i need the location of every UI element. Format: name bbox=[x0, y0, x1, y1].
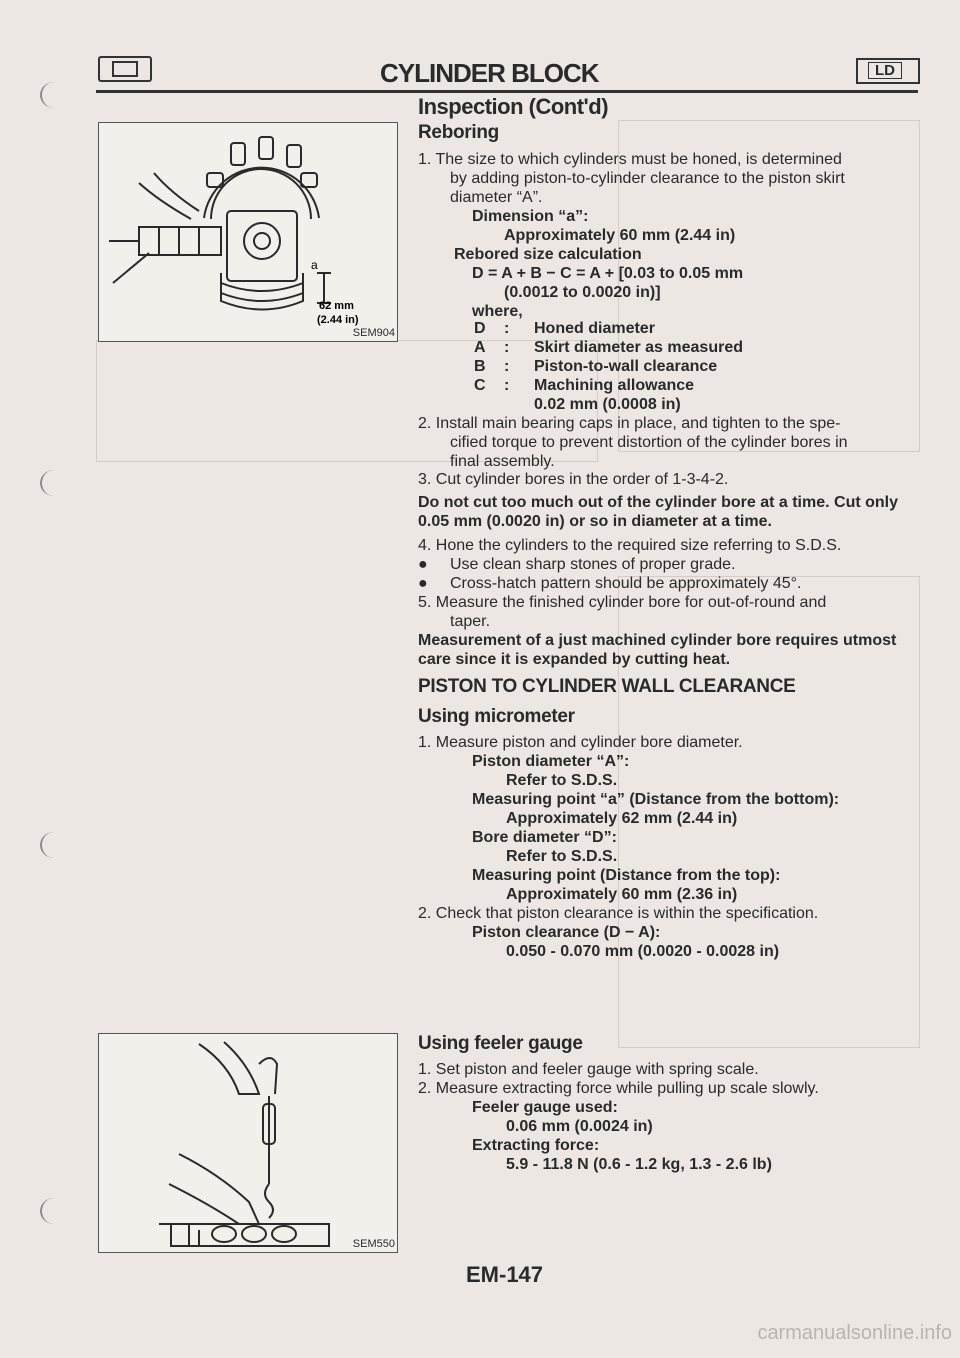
definition-row bbox=[474, 338, 743, 357]
where-label: where, bbox=[472, 303, 523, 320]
def-colon: : bbox=[504, 339, 510, 356]
clearance-heading: PISTON TO CYLINDER WALL CLEARANCE bbox=[418, 676, 796, 697]
spring-scale-drawing bbox=[99, 1034, 397, 1252]
figure-code: SEM550 bbox=[352, 1238, 395, 1250]
warning-heat bbox=[418, 631, 916, 669]
punch-hole bbox=[40, 832, 68, 858]
machining-value: 0.02 mm (0.0008 in) bbox=[534, 396, 681, 413]
page-title: Inspection (Cont'd) bbox=[418, 94, 609, 119]
punch-hole bbox=[40, 1198, 68, 1224]
figure-feeler-gauge bbox=[98, 1033, 398, 1253]
bullet-icon: ● bbox=[418, 575, 428, 592]
feeler-gauge-value: 0.06 mm (0.0024 in) bbox=[506, 1118, 653, 1135]
def-symbol: D bbox=[474, 320, 486, 337]
dim-label-mm: 62 mm bbox=[319, 300, 354, 312]
punch-hole bbox=[40, 470, 68, 496]
feeler-subheading: Using feeler gauge bbox=[418, 1033, 583, 1054]
def-colon: : bbox=[504, 320, 510, 337]
def-symbol: B bbox=[474, 358, 486, 375]
bullet-text: Cross-hatch pattern should be approximately 45°. bbox=[450, 575, 802, 592]
reboring-step4: 4. Hone the cylinders to the required size referring to S.D.S. bbox=[418, 537, 842, 554]
dim-label-a: a bbox=[311, 258, 318, 272]
bullet-item bbox=[418, 555, 736, 574]
step2-line: cified torque to prevent distortion of the cylinder bores in bbox=[450, 434, 848, 451]
page-number: EM-147 bbox=[466, 1262, 544, 1287]
piston-clearance-value: 0.050 - 0.070 mm (0.0020 - 0.0028 in) bbox=[506, 943, 780, 960]
measuring-point-top-value: Approximately 60 mm (2.36 in) bbox=[506, 886, 738, 903]
feeler-step1: 1. Set piston and feeler gauge with spring scale. bbox=[418, 1061, 759, 1078]
feeler-step2: 2. Measure extracting force while pulling up scale slowly. bbox=[418, 1080, 819, 1097]
step2-line: 2. Install main bearing caps in place, and tighten to the spe- bbox=[418, 415, 841, 432]
warning-line: Do not cut too much out of the cylinder bore at a time. Cut only bbox=[418, 494, 899, 511]
extracting-force-value: 5.9 - 11.8 N (0.6 - 1.2 kg, 1.3 - 2.6 lb) bbox=[506, 1156, 772, 1173]
definition-list bbox=[474, 319, 743, 414]
def-desc: Machining allowance bbox=[534, 377, 695, 394]
def-colon: : bbox=[504, 377, 510, 394]
measuring-point-label: Measuring point “a” (Distance from the bottom): bbox=[472, 791, 840, 808]
dimension-value: Approximately 60 mm (2.44 in) bbox=[504, 227, 736, 244]
engine-tag-label: LD bbox=[868, 62, 902, 79]
formula-line2: (0.0012 to 0.0020 in)] bbox=[504, 284, 661, 301]
def-desc: Skirt diameter as measured bbox=[534, 339, 743, 356]
step5-line: 5. Measure the finished cylinder bore for out-of-round and bbox=[418, 594, 827, 611]
extracting-force-label: Extracting force: bbox=[472, 1137, 600, 1154]
piston-clearance-label: Piston clearance (D − A): bbox=[472, 924, 661, 941]
dimension-label: Dimension “a”: bbox=[472, 208, 589, 225]
bullet-text: Use clean sharp stones of proper grade. bbox=[450, 556, 736, 573]
feeler-gauge-label: Feeler gauge used: bbox=[472, 1099, 618, 1116]
bore-diameter-label: Bore diameter “D”: bbox=[472, 829, 617, 846]
reboring-step1 bbox=[418, 150, 916, 207]
measuring-point-top-label: Measuring point (Distance from the top): bbox=[472, 867, 781, 884]
header-rule bbox=[96, 90, 918, 93]
def-symbol: C bbox=[474, 377, 486, 394]
def-colon: : bbox=[504, 358, 510, 375]
rebored-label: Rebored size calculation bbox=[454, 246, 642, 263]
piston-diameter-value: Refer to S.D.S. bbox=[506, 772, 618, 789]
def-symbol: A bbox=[474, 339, 486, 356]
reboring-step3: 3. Cut cylinder bores in the order of 1-3-4-2. bbox=[418, 471, 729, 488]
reboring-step5 bbox=[418, 593, 916, 631]
formula-line1: D = A + B − C = A + [0.03 to 0.05 mm bbox=[472, 265, 744, 282]
header-title: CYLINDER BLOCK bbox=[380, 58, 599, 88]
warning-line: Measurement of a just machined cylinder bore requires utmost bbox=[418, 632, 897, 649]
figure-piston-measure bbox=[98, 122, 398, 342]
def-desc: Piston-to-wall clearance bbox=[534, 358, 718, 375]
step1-line: 1. The size to which cylinders must be honed, is determined bbox=[418, 151, 842, 168]
step1-line: diameter “A”. bbox=[450, 189, 543, 206]
definition-row bbox=[474, 319, 743, 338]
warning-line: 0.05 mm (0.0020 in) or so in diameter at a time. bbox=[418, 513, 772, 530]
step5-line: taper. bbox=[450, 613, 491, 630]
step1-line: by adding piston-to-cylinder clearance to the piston skirt bbox=[450, 170, 845, 187]
piston-micrometer-drawing bbox=[99, 123, 397, 341]
definition-row bbox=[474, 376, 743, 395]
dim-label-in: (2.44 in) bbox=[317, 314, 359, 326]
bullet-icon: ● bbox=[418, 556, 428, 573]
clearance-step2: 2. Check that piston clearance is within the specification. bbox=[418, 905, 819, 922]
reboring-step2 bbox=[418, 414, 916, 471]
engine-tag bbox=[856, 58, 920, 84]
warning-cut bbox=[418, 493, 916, 531]
clearance-step1: 1. Measure piston and cylinder bore diameter. bbox=[418, 734, 743, 751]
definition-row bbox=[474, 357, 743, 376]
section-icon bbox=[98, 56, 152, 82]
punch-hole bbox=[40, 82, 68, 108]
warning-line: care since it is expanded by cutting heat. bbox=[418, 651, 731, 668]
reboring-heading: Reboring bbox=[418, 122, 499, 143]
piston-diameter-label: Piston diameter “A”: bbox=[472, 753, 630, 770]
def-desc: Honed diameter bbox=[534, 320, 655, 337]
figure-code: SEM904 bbox=[352, 327, 395, 339]
step2-line: final assembly. bbox=[450, 453, 555, 470]
measuring-point-value: Approximately 62 mm (2.44 in) bbox=[506, 810, 738, 827]
micrometer-subheading: Using micrometer bbox=[418, 706, 575, 727]
bullet-item bbox=[418, 574, 801, 593]
watermark: carmanualsonline.info bbox=[757, 1322, 952, 1344]
bore-diameter-value: Refer to S.D.S. bbox=[506, 848, 618, 865]
